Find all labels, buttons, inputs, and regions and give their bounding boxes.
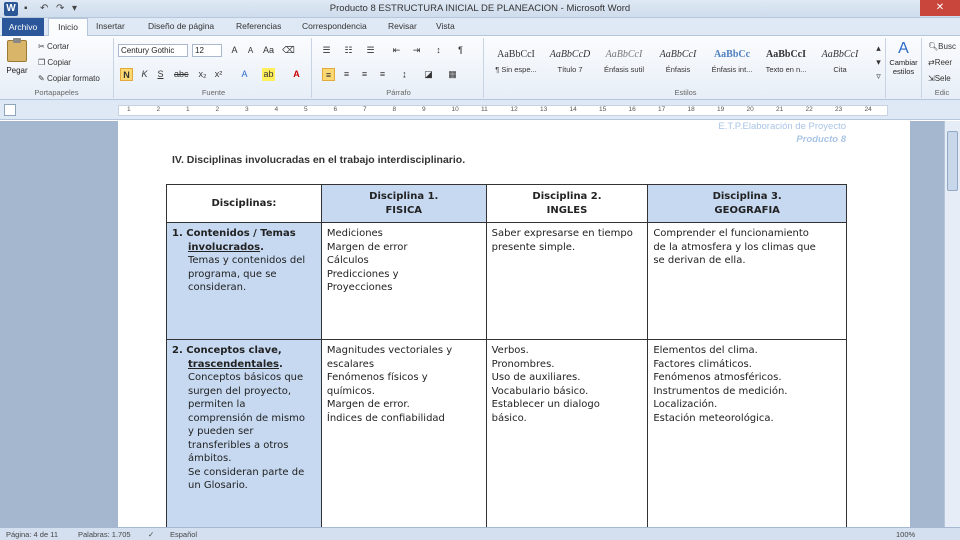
cut-button[interactable] — [38, 42, 69, 51]
replace-button[interactable]: ⇄Reer — [928, 58, 953, 67]
ruler-tick: 13 — [540, 106, 548, 113]
undo-icon[interactable]: ↶ — [40, 3, 49, 14]
style-preview: AaBbCcI — [821, 49, 859, 60]
styles-group-label: Estilos — [674, 88, 697, 97]
document-page[interactable] — [118, 121, 910, 527]
scrollbar-thumb[interactable] — [947, 131, 958, 191]
show-marks-icon[interactable]: ¶ — [458, 45, 463, 55]
text-line: Mediciones — [326, 228, 383, 239]
bullets-icon[interactable]: ☰ — [322, 45, 331, 55]
word-icon[interactable]: W — [4, 2, 18, 16]
tab-insert[interactable]: Insertar — [96, 21, 125, 31]
styles-more-icon[interactable]: ▿ — [876, 71, 881, 81]
text-effects-icon[interactable]: A — [241, 69, 248, 79]
style-title-7[interactable] — [544, 42, 596, 80]
style-preview: AaBbCcD — [549, 49, 591, 60]
style-preview: AaBbCcI — [659, 49, 697, 60]
font-size-select[interactable]: 12 — [192, 44, 222, 57]
header-discipline-3[interactable] — [648, 185, 847, 223]
section-title: IV. Disciplinas involucradas en el trabajo interdisciplinario. — [172, 154, 466, 166]
page-count[interactable]: Página: 4 de 11 — [6, 530, 58, 539]
superscript-button[interactable]: x² — [214, 69, 223, 79]
text-line: permiten la — [188, 399, 246, 410]
header-discipline-1[interactable] — [321, 185, 486, 223]
style-name: Énfasis sutil — [603, 65, 645, 74]
cell-text — [492, 227, 643, 254]
paragraph-group-label: Párrafo — [386, 88, 411, 97]
cell-text — [653, 344, 841, 425]
justify-button[interactable]: ≡ — [379, 69, 386, 79]
clipboard-group — [0, 38, 114, 98]
header-text: Disciplinas: — [211, 198, 277, 209]
status-bar — [0, 527, 960, 540]
text-line: Se consideran parte de — [188, 466, 305, 478]
change-case-icon[interactable]: Aa — [262, 45, 274, 55]
row-label-underlined: trascendentales — [188, 358, 279, 370]
text-line: Pronombres. — [491, 358, 555, 370]
tab-file[interactable]: Archivo — [2, 18, 44, 36]
text-line: Índices de confiabilidad — [326, 412, 445, 424]
cell-text — [653, 227, 841, 268]
decrease-indent-icon[interactable]: ⇤ — [392, 45, 401, 55]
tab-references[interactable]: Referencias — [236, 21, 282, 31]
ruler-tick: 22 — [805, 106, 813, 113]
header-subject: FISICA — [385, 204, 423, 216]
header-disciplines[interactable] — [167, 185, 322, 223]
find-label: Busc — [938, 42, 956, 51]
text-line: Uso de auxiliares. — [491, 372, 581, 383]
strikethrough-button[interactable]: abc — [174, 69, 189, 79]
ruler-tick: 4 — [274, 106, 279, 113]
format-painter-label: Copiar formato — [46, 74, 100, 83]
ruler-bar[interactable] — [118, 105, 888, 116]
style-name: Cita — [833, 65, 847, 74]
cell-geografia[interactable] — [648, 340, 847, 530]
text-line: Saber expresarse en tiempo — [491, 228, 633, 239]
cell-fisica[interactable] — [321, 340, 486, 530]
text-line: de la atmosfera y los climas que — [653, 241, 816, 253]
text-line: Establecer un dialogo — [491, 399, 600, 410]
text-line: Conceptos básicos que — [188, 372, 304, 383]
text-line: Factores climáticos. — [653, 358, 752, 370]
text-line: programa, que se — [188, 268, 277, 280]
word-count[interactable]: Palabras: 1.705 — [78, 530, 131, 539]
zoom-level[interactable]: 100% — [896, 530, 916, 539]
scissors-icon: ✂ — [38, 42, 45, 51]
align-center-button[interactable]: ≡ — [343, 69, 350, 79]
cell-fisica[interactable] — [321, 223, 486, 340]
ruler-tick: 23 — [835, 106, 843, 113]
shrink-font-icon[interactable]: A — [247, 46, 254, 55]
ruler-tick: 11 — [481, 106, 488, 113]
ruler-tick: 2 — [215, 106, 220, 113]
text-line: Fenómenos atmosféricos. — [653, 372, 782, 383]
text-line: Fenómenos físicos y — [326, 372, 428, 383]
editing-group-label: Edic — [934, 88, 950, 97]
change-styles-icon: A — [898, 40, 909, 57]
title-bar — [0, 0, 960, 18]
cell-ingles[interactable] — [486, 340, 648, 530]
text-line: un Glosario. — [188, 480, 248, 491]
ruler-tick: 8 — [392, 106, 397, 113]
cell-text — [327, 344, 481, 425]
text-line: escalares — [326, 358, 375, 370]
text-line: Instrumentos de medición. — [653, 385, 788, 397]
row-label-cell[interactable]: 2. Conceptos clave, trascendentales. Conceptos básicos que surgen del proyecto, permiten la comprensión de mismo y pueden ser transferibles a otros ámbitos. Se consideran parte de un Glosario. — [167, 340, 322, 530]
paste-icon — [7, 40, 27, 62]
change-styles-label: Cambiar estilos — [889, 58, 918, 76]
cut-label: Cortar — [46, 42, 70, 51]
editing-group — [924, 38, 960, 98]
ribbon — [0, 36, 960, 100]
style-strong[interactable] — [760, 42, 812, 80]
tab-home[interactable]: Inicio — [48, 18, 88, 37]
text-line: ámbitos. — [188, 453, 232, 464]
cell-text — [492, 344, 643, 425]
tab-selector-button[interactable] — [4, 104, 16, 116]
format-painter-button[interactable] — [38, 74, 100, 83]
clipboard-group-label: Portapapeles — [34, 88, 79, 97]
clear-format-icon[interactable]: ⌫ — [282, 45, 295, 55]
font-color-icon[interactable]: A — [293, 69, 300, 79]
replace-label: Reer — [934, 58, 953, 67]
ruler-tick: 3 — [245, 106, 249, 113]
document-workspace — [0, 121, 960, 527]
text-line: Margen de error. — [326, 399, 410, 410]
cell-text — [327, 227, 481, 295]
paragraph-group — [314, 38, 484, 98]
customize-qat-icon[interactable]: ▾ — [72, 3, 78, 14]
row-label-underlined: involucrados — [188, 241, 261, 253]
paste-button[interactable] — [4, 40, 30, 82]
align-left-button[interactable]: ≡ — [322, 68, 335, 81]
text-line: Vocabulario básico. — [491, 385, 589, 397]
table-row — [167, 223, 847, 340]
styles-scroll-down-icon[interactable]: ▾ — [876, 57, 881, 67]
proofing-icon[interactable]: ✓ — [148, 530, 155, 539]
text-line: presente simple. — [491, 241, 576, 253]
align-right-button[interactable]: ≡ — [361, 69, 368, 79]
copy-button[interactable] — [38, 58, 71, 67]
grow-font-icon[interactable]: A — [231, 45, 238, 55]
text-line: comprensión de mismo — [188, 412, 305, 424]
text-line: Margen de error — [326, 241, 408, 253]
copy-icon: ❐ — [38, 58, 46, 67]
tab-mailings[interactable]: Correspondencia — [302, 21, 367, 31]
tab-review[interactable]: Revisar — [388, 21, 417, 31]
text-line: básico. — [491, 412, 527, 424]
text-line: transferibles a otros — [188, 439, 289, 451]
header-discipline-2[interactable] — [486, 185, 648, 223]
paste-label: Pegar — [6, 66, 28, 75]
ruler-tick: 24 — [864, 106, 872, 113]
ribbon-tabs — [0, 18, 960, 36]
style-name: Título 7 — [557, 65, 583, 74]
increase-indent-icon[interactable]: ⇥ — [412, 45, 421, 55]
copy-label: Copiar — [47, 58, 71, 67]
multilevel-list-icon[interactable]: ☰ — [366, 45, 375, 55]
row-label-cell[interactable]: 1. Contenidos / Temas involucrados. Temas y contenidos del programa, que se consideran. — [167, 223, 322, 340]
ruler-tick: 5 — [304, 106, 308, 113]
text-line: Temas y contenidos del — [188, 255, 306, 266]
text-line: Estación meteorológica. — [653, 412, 774, 424]
header-line1: E.T.P.Elaboración de Proyecto — [718, 121, 846, 132]
highlight-icon[interactable]: ab — [263, 69, 274, 79]
table-header-row — [167, 185, 847, 223]
style-name: Énfasis int... — [711, 65, 753, 74]
find-button[interactable]: 🔍︎Busc — [928, 42, 956, 51]
ruler-tick: 20 — [746, 106, 754, 113]
sort-icon[interactable]: ↕ — [436, 45, 441, 55]
ruler-tick: 7 — [363, 106, 367, 113]
header-text: Disciplina 2. — [532, 191, 602, 202]
tab-view[interactable]: Vista — [436, 21, 455, 31]
header-subject: GEOGRAFIA — [714, 204, 780, 216]
close-window-button[interactable]: ✕ — [920, 0, 960, 16]
language[interactable]: Español — [170, 530, 198, 539]
horizontal-ruler — [0, 100, 960, 120]
font-name-select[interactable]: Century Gothic — [118, 44, 188, 57]
header-subject: INGLES — [546, 204, 588, 216]
table-row — [167, 340, 847, 530]
numbering-icon[interactable]: ☷ — [344, 45, 353, 55]
underline-button[interactable]: S — [157, 69, 164, 79]
font-group — [116, 38, 312, 98]
row-label-title: 2. Conceptos clave, — [172, 345, 282, 356]
select-button[interactable]: ⇲Sele — [928, 74, 951, 83]
ruler-tick: 21 — [776, 106, 784, 113]
subscript-button[interactable]: x₂ — [198, 69, 207, 79]
ruler-tick: 15 — [599, 106, 607, 113]
row-label-title: 1. Contenidos / Temas — [172, 228, 296, 239]
header-line2: Producto 8 — [796, 134, 846, 145]
ruler-tick: 10 — [451, 106, 459, 113]
style-preview: AaBbCcI — [497, 49, 535, 60]
text-line: Predicciones y — [326, 268, 399, 280]
style-preview: AaBbCc — [713, 49, 751, 60]
style-preview: AaBbCcI — [765, 49, 806, 60]
disciplines-table[interactable] — [166, 184, 847, 530]
ruler-tick: 17 — [658, 106, 666, 113]
ruler-tick: 14 — [569, 106, 577, 113]
ruler-tick: 9 — [422, 106, 426, 113]
borders-icon[interactable]: ▦ — [448, 69, 457, 79]
text-line: Localización. — [653, 399, 718, 410]
text-line: consideran. — [188, 282, 247, 293]
text-line: químicos. — [326, 385, 375, 397]
window-title: Producto 8 ESTRUCTURA INICIAL DE PLANEACION - Microsoft Word — [329, 3, 631, 14]
change-styles-button[interactable] — [886, 38, 922, 98]
ruler-tick: 6 — [333, 106, 338, 113]
tab-page-layout[interactable]: Diseño de página — [148, 21, 215, 31]
header-text: Disciplina 1. — [369, 191, 439, 202]
text-line: Comprender el funcionamiento — [653, 228, 809, 239]
ruler-tick: 19 — [717, 106, 725, 113]
text-line: Proyecciones — [326, 282, 393, 293]
style-name: ¶ Sin espe... — [495, 65, 537, 74]
text-line: y pueden ser — [188, 426, 254, 437]
cell-geografia[interactable] — [648, 223, 847, 340]
styles-scroll-up-icon[interactable]: ▴ — [876, 43, 881, 53]
text-line: Elementos del clima. — [653, 345, 758, 356]
brush-icon: ✎ — [38, 74, 45, 83]
text-line: Verbos. — [491, 345, 529, 356]
ruler-tick: 2 — [156, 106, 161, 113]
ruler-tick: 1 — [186, 106, 190, 113]
text-line: Cálculos — [326, 255, 369, 266]
text-line: Magnitudes vectoriales y — [326, 345, 453, 356]
bold-button[interactable]: N — [120, 68, 133, 81]
text-line: se derivan de ella. — [653, 255, 746, 266]
style-no-spacing[interactable] — [490, 42, 542, 80]
style-intense-emphasis[interactable] — [706, 42, 758, 80]
shading-icon[interactable]: ◪ — [424, 69, 433, 79]
styles-group — [486, 38, 886, 98]
redo-icon[interactable]: ↷ — [56, 3, 65, 14]
header-text: Disciplina 3. — [712, 191, 782, 202]
save-icon[interactable]: ▪ — [24, 3, 28, 14]
select-label: Sele — [934, 74, 951, 83]
ruler-tick: 16 — [628, 106, 636, 113]
text-line: surgen del proyecto, — [188, 385, 292, 397]
row-label-description — [172, 371, 316, 493]
style-name: Texto en n... — [765, 65, 807, 74]
style-emphasis[interactable] — [652, 42, 704, 80]
row-label-description — [172, 254, 316, 295]
vertical-scrollbar[interactable] — [944, 121, 960, 527]
italic-button[interactable]: K — [141, 69, 148, 79]
style-subtle-emphasis[interactable] — [598, 42, 650, 80]
style-preview: AaBbCcI — [605, 49, 643, 60]
style-quote[interactable] — [814, 42, 866, 80]
line-spacing-icon[interactable]: ↨ — [402, 69, 407, 79]
ruler-tick: 18 — [687, 106, 695, 113]
ruler-tick: 12 — [510, 106, 518, 113]
style-name: Énfasis — [665, 65, 691, 74]
cell-ingles[interactable] — [486, 223, 648, 340]
ruler-tick: 1 — [127, 106, 131, 113]
font-group-label: Fuente — [201, 88, 226, 97]
